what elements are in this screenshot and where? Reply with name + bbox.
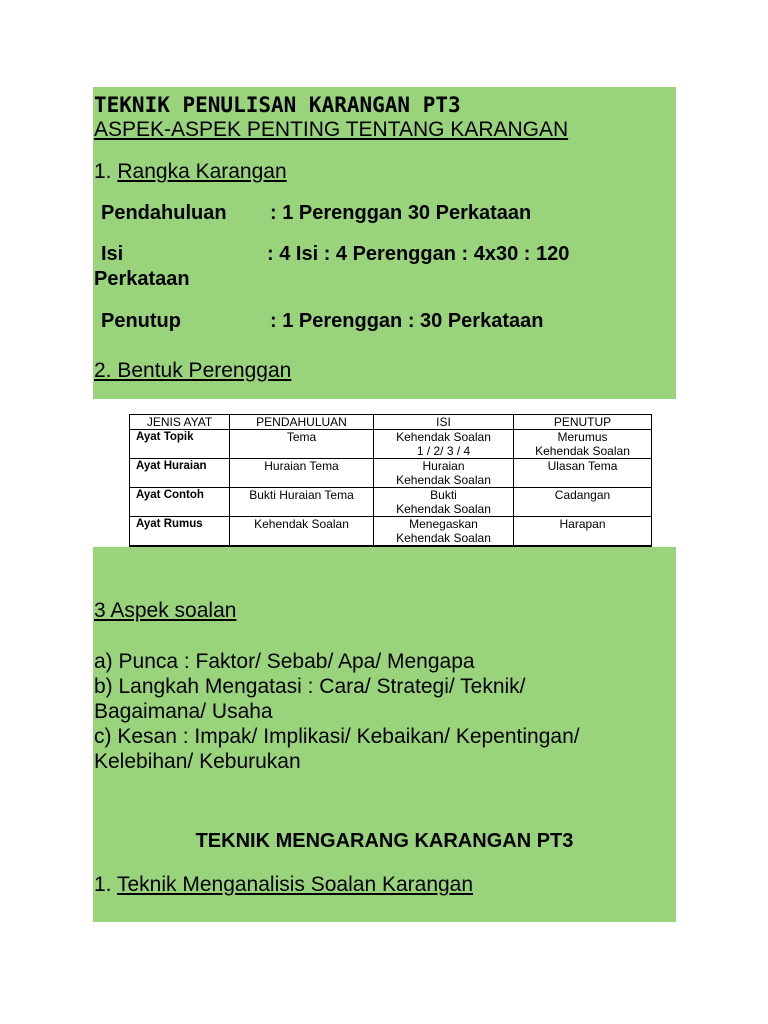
cell-isi bbox=[374, 517, 514, 547]
cell-penutup bbox=[514, 488, 652, 517]
table-row bbox=[130, 517, 652, 547]
rangka-heading bbox=[94, 160, 287, 184]
teknik-number: 1. bbox=[94, 873, 112, 896]
isi-value-continued: Perkataan bbox=[94, 268, 190, 290]
cell-pendahuluan: Bukti Huraian Tema bbox=[230, 488, 374, 517]
cell-jenis: Ayat Topik bbox=[130, 430, 230, 459]
cell-jenis: Ayat Contoh bbox=[130, 488, 230, 517]
aspek-heading: 3 Aspek soalan bbox=[94, 599, 237, 622]
bentuk-heading: 2. Bentuk Perenggan bbox=[94, 359, 292, 382]
pendahuluan-value: : 1 Perenggan 30 Perkataan bbox=[270, 202, 532, 224]
cell-isi bbox=[374, 459, 514, 488]
cell-penutup bbox=[514, 517, 652, 547]
list-item: c) Kesan : Impak/ Implikasi/ Kebaikan/ Kepentingan/ bbox=[94, 725, 580, 748]
rangka-label: Rangka Karangan bbox=[117, 160, 287, 183]
teknik-heading bbox=[94, 873, 473, 897]
cell-isi-line: Menegaskan bbox=[409, 517, 478, 531]
isi-value: : 4 Isi : 4 Perenggan : 4x30 : 120 bbox=[267, 243, 570, 265]
cell-penutup-line: Harapan bbox=[559, 517, 606, 531]
cell-jenis: Ayat Huraian bbox=[130, 459, 230, 488]
cell-penutup-line: Merumus bbox=[557, 430, 608, 444]
cell-jenis: Ayat Rumus bbox=[130, 517, 230, 547]
cell-penutup bbox=[514, 459, 652, 488]
cell-isi-line: 1 / 2/ 3 / 4 bbox=[416, 444, 471, 458]
paragraph-structure-table bbox=[129, 414, 652, 547]
cell-pendahuluan: Kehendak Soalan bbox=[230, 517, 374, 547]
cell-penutup-line: Cadangan bbox=[554, 488, 611, 502]
list-item: Bagaimana/ Usaha bbox=[94, 700, 273, 723]
header-jenis-ayat: JENIS AYAT bbox=[130, 415, 230, 430]
cell-pendahuluan: Tema bbox=[230, 430, 374, 459]
table-header-row bbox=[130, 415, 652, 430]
list-item: a) Punca : Faktor/ Sebab/ Apa/ Mengapa bbox=[94, 650, 475, 673]
cell-isi-line: Kehendak Soalan bbox=[396, 430, 491, 444]
rangka-number: 1. bbox=[94, 160, 112, 183]
list-item: Kelebihan/ Keburukan bbox=[94, 750, 301, 773]
table-row bbox=[130, 430, 652, 459]
aspek-list bbox=[94, 649, 580, 774]
list-item: b) Langkah Mengatasi : Cara/ Strategi/ Teknik/ bbox=[94, 675, 526, 698]
cell-isi-line: Kehendak Soalan bbox=[396, 502, 491, 516]
page-title: TEKNIK PENULISAN KARANGAN PT3 bbox=[94, 93, 461, 117]
cell-isi-line: Kehendak Soalan bbox=[396, 531, 491, 545]
penutup-value: : 1 Perenggan : 30 Perkataan bbox=[270, 310, 544, 332]
cell-pendahuluan: Huraian Tema bbox=[230, 459, 374, 488]
penutup-label: Penutup bbox=[101, 310, 181, 332]
cell-isi bbox=[374, 488, 514, 517]
cell-penutup bbox=[514, 430, 652, 459]
table-row bbox=[130, 459, 652, 488]
cell-penutup-line: Ulasan Tema bbox=[547, 459, 618, 473]
header-isi: ISI bbox=[374, 415, 514, 430]
cell-isi-line: Huraian bbox=[422, 459, 465, 473]
cell-isi-line: Kehendak Soalan bbox=[396, 473, 491, 487]
header-penutup: PENUTUP bbox=[514, 415, 652, 430]
section-title-2: TEKNIK MENGARANG KARANGAN PT3 bbox=[195, 830, 574, 852]
cell-isi bbox=[374, 430, 514, 459]
isi-label: Isi bbox=[101, 243, 124, 265]
pendahuluan-label: Pendahuluan bbox=[101, 202, 227, 224]
cell-isi-line: Bukti bbox=[430, 488, 457, 502]
table-row bbox=[130, 488, 652, 517]
teknik-label: Teknik Menganalisis Soalan Karangan bbox=[116, 873, 474, 896]
cell-penutup-line: Kehendak Soalan bbox=[535, 444, 630, 458]
header-pendahuluan: PENDAHULUAN bbox=[230, 415, 374, 430]
page-subtitle: ASPEK-ASPEK PENTING TENTANG KARANGAN bbox=[94, 118, 569, 141]
